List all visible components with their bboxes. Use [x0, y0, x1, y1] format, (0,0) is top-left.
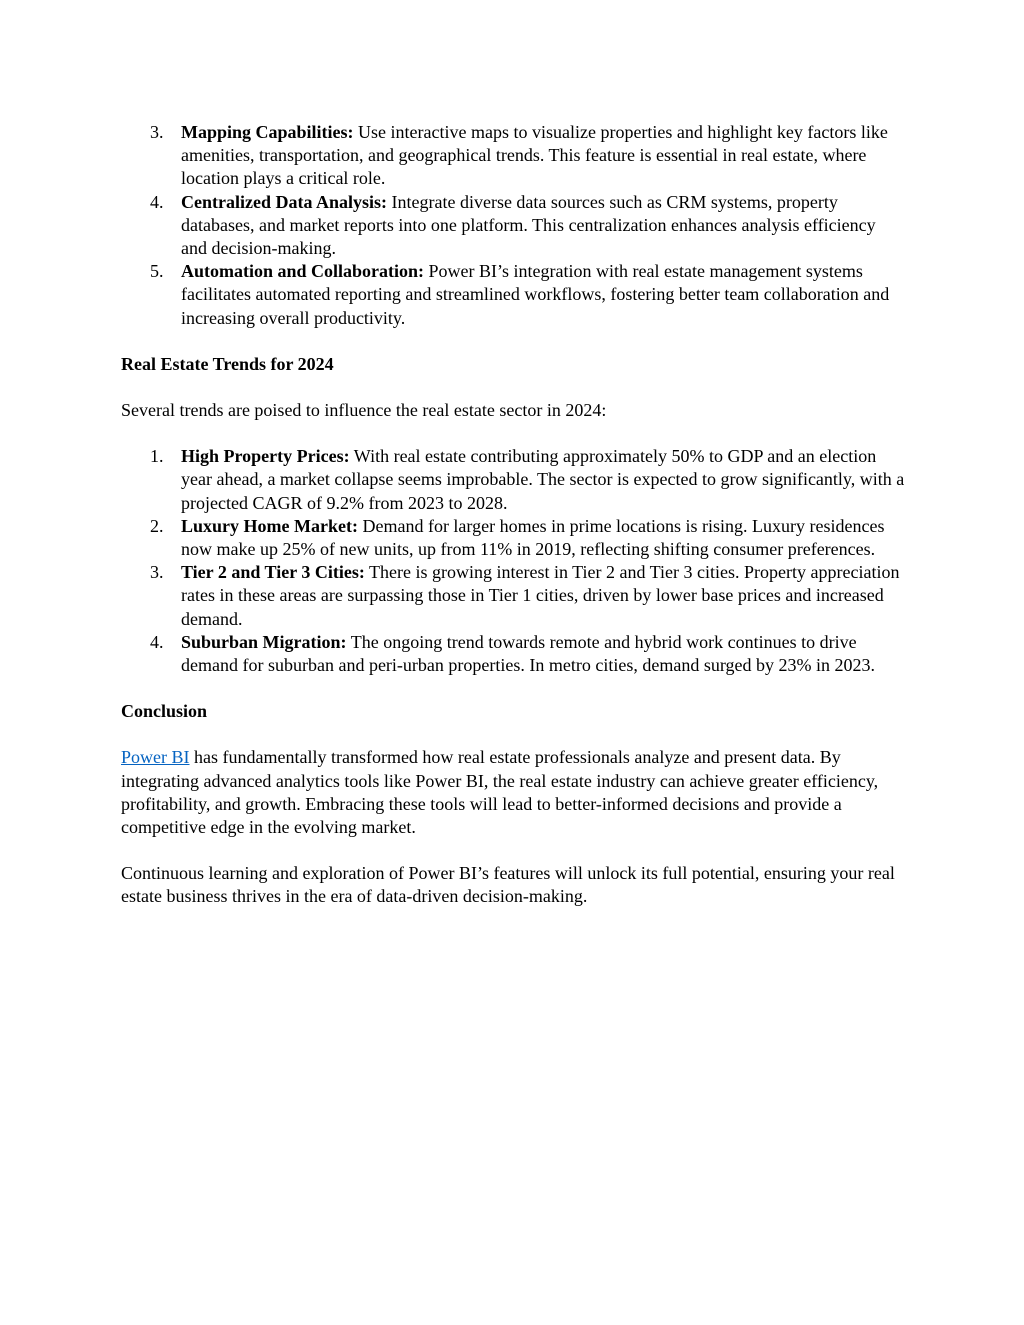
list-item: [121, 121, 906, 191]
list-item: [121, 561, 906, 631]
list-number: 3.: [150, 122, 164, 142]
list-number: 5.: [150, 261, 164, 282]
list-item-text: Use interactive maps to visualize properties and highlight key factors like amenities, transportation, and geographical trends. This feature is essential in real estate, where location plays a critical role.: [181, 122, 888, 189]
list-item-lead: Automation and Collaboration:: [181, 261, 425, 282]
trends-heading: Real Estate Trends for 2024: [121, 353, 334, 374]
list-item-lead: High Property Prices:: [181, 446, 350, 467]
list-number: 4.: [150, 631, 164, 652]
document-page: [121, 121, 906, 909]
list-number: 3.: [150, 562, 164, 583]
list-item-text: Integrate diverse data sources such as CRM systems, property databases, and market reports into one platform. This centralization enhances analysis efficiency and decision-making.: [181, 191, 876, 259]
trends-intro: Several trends are poised to influence the real estate sector in 2024:: [121, 400, 607, 421]
list-item: [121, 191, 906, 261]
list-item-lead: Suburban Migration:: [181, 631, 347, 652]
list-item: [121, 445, 906, 515]
list-item: [121, 515, 906, 561]
spacer: [121, 376, 906, 399]
spacer: [121, 330, 906, 353]
features-list: [121, 121, 906, 330]
spacer: [121, 723, 906, 746]
spacer: [121, 839, 906, 862]
list-item: [121, 631, 906, 677]
list-item: [121, 260, 906, 330]
list-item-lead: Tier 2 and Tier 3 Cities:: [181, 562, 365, 583]
list-number: 2.: [150, 515, 164, 536]
list-number: 4.: [150, 191, 164, 212]
list-item-lead: Mapping Capabilities:: [181, 122, 354, 142]
list-item-lead: Centralized Data Analysis:: [181, 191, 387, 212]
spacer: [121, 422, 906, 445]
list-item-lead: Luxury Home Market:: [181, 515, 358, 536]
list-item-text: The ongoing trend towards remote and hybrid work continues to drive demand for suburban and peri-urban properties. In metro cities, demand surged by 23% in 2023.: [181, 631, 875, 676]
closing-paragraph: Continuous learning and exploration of Power BI’s features will unlock its full potential, ensuring your real estate business thrives in the era of data-driven decision-making.: [121, 863, 895, 907]
conclusion-paragraph-text: has fundamentally transformed how real estate professionals analyze and present data. By integrating advanced analytics tools like Power BI, the real estate industry can achieve greater efficiency, profitability, and growth. Embracing these tools will lead to better-informed decisions and provide a competitive edge in the evolving market.: [121, 747, 879, 838]
power-bi-link[interactable]: Power BI: [121, 747, 190, 768]
conclusion-heading: Conclusion: [121, 701, 208, 722]
spacer: [121, 677, 906, 700]
list-item-text: Demand for larger homes in prime locations is rising. Luxury residences now make up 25% of new units, up from 11% in 2019, reflecting shifting consumer preferences.: [181, 515, 885, 560]
list-item-text: There is growing interest in Tier 2 and Tier 3 cities. Property appreciation rates in these areas are surpassing those in Tier 1 cities, driven by lower base prices and increased demand.: [181, 562, 900, 629]
conclusion-paragraph: [121, 746, 906, 839]
list-item-text: With real estate contributing approximately 50% to GDP and an election year ahead, a market collapse seems improbable. The sector is expected to grow significantly, with a projected CAGR of 9.2% from 2023 to 2028.: [181, 446, 905, 513]
list-item-text: Power BI’s integration with real estate management systems facilitates automated reporting and streamlined workflows, fostering better team collaboration and increasing overall productivity.: [181, 261, 890, 328]
trends-list: [121, 445, 906, 677]
list-number: 1.: [150, 446, 164, 467]
